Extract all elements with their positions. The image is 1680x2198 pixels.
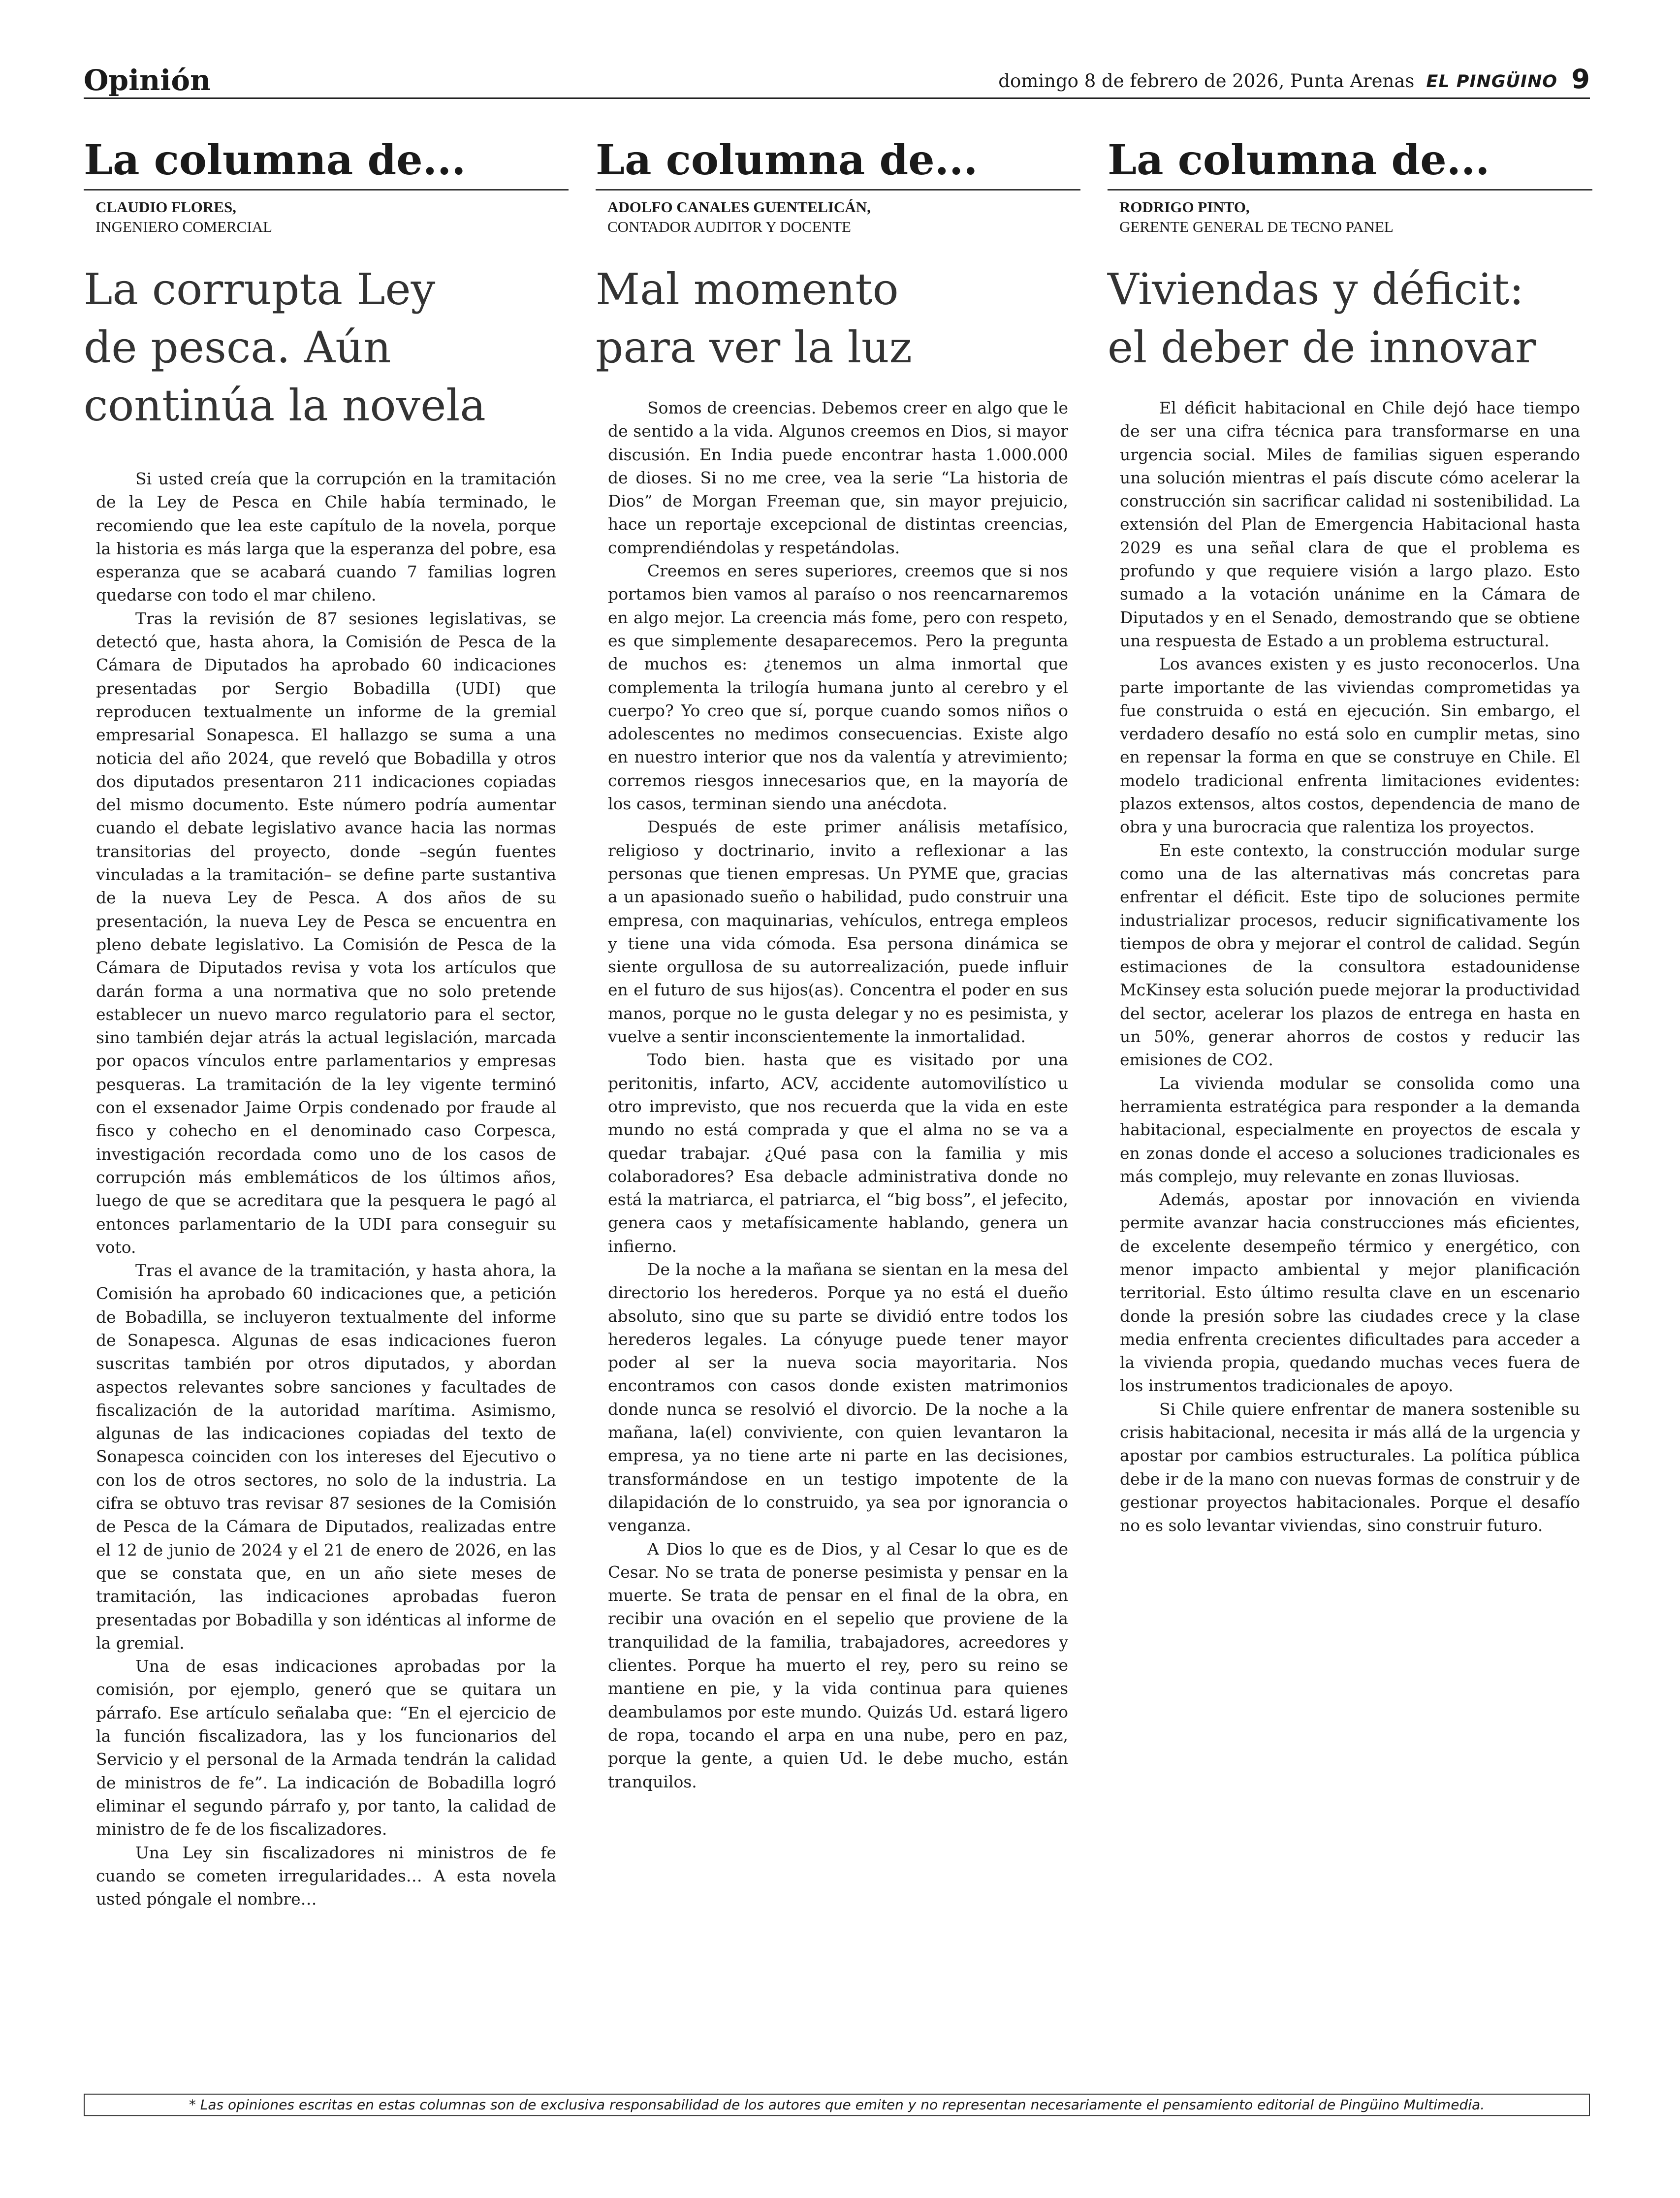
author-name: RODRIGO PINTO,: [1119, 198, 1250, 216]
headline-line: Viviendas y déficit:: [1108, 264, 1524, 315]
paragraph: Tras la revisión de 87 sesiones legislativas, se detectó que, hasta ahora, la Comisión de Pesca de la Cámara de Diputados ha aprobado 60 indicaciones presentadas por Sergio Bobadilla (UDI) que reproducen textualmente un informe de la gremial empresarial Sonapesca. El hallazgo se suma a una noticia del año 2024, que reveló que Bobadilla y otros dos diputados presentaron 211 indicaciones copiadas del mismo documento. Este número podría aumentar cuando el debate legislativo avance hacia las normas transitorias del proyecto, donde –según fuentes vinculadas a la tramitación– se define parte sustantiva de la nueva Ley de Pesca. A dos años de su presentación, la nueva Ley de Pesca se encuentra en pleno debate legislativo. La Comisión de Pesca de la Cámara de Diputados revisa y vota los artículos que darán forma a una normativa que no solo pretende establecer un nuevo marco regulatorio para el sector, sino también dejar atrás la actual legislación, marcada por opacos vínculos entre parlamentarios y empresas pesqueras. La tramitación de la ley vigente terminó con el exsenador Jaime Orpis condenado por fraude al fisco y cohecho en el denominado caso Corpesca, investigación recordada como uno de los casos de corrupción más emblemáticos de los últimos años, luego de que se acreditara que la pesquera le pagó al entonces parlamentario de la UDI para conseguir su voto.: [96, 608, 556, 1257]
paragraph: Si usted creía que la corrupción en la tramitación de la Ley de Pesca en Chile había terminado, le recomiendo que lea este capítulo de la novela, porque la historia es más larga que la esperanza del pobre, esa esperanza que se acabará cuando 7 familias logren quedarse con todo el mar chileno.: [96, 469, 556, 605]
paragraph: Tras el avance de la tramitación, y hasta ahora, la Comisión ha aprobado 60 indicaciones que, a petición de Bobadilla, se incluyeron textualmente del informe de Sonapesca. Algunas de esas indicaciones fueron suscritas también por otros diputados, y abordan aspectos relevantes sobre sanciones y facultades de fiscalización de la autoridad marítima. Asimismo, algunas de las indicaciones copiadas del texto de Sonapesca coinciden con los intereses del Ejecutivo o con los de otros sectores, no solo de la industria. La cifra se obtuvo tras revisar 87 sesiones de la Comisión de Pesca de la Cámara de Diputados, realizadas entre el 12 de junio de 2024 y el 21 de enero de 2026, en las que se constata que, en un año siete meses de tramitación, las indicaciones aprobadas fueron presentadas por Bobadilla y son idénticas al informe de la gremial.: [96, 1261, 556, 1653]
paragraph: Los avances existen y es justo reconocerlos. Una parte importante de las viviendas comprometidas ya fue construida o está en ejecución. Sin embargo, el verdadero desafío no está solo en cumplir metas, sino en repensar la forma en que se construye en Chile. El modelo tradicional enfrenta limitaciones evidentes: plazos extensos, altos costos, dependencia de mano de obra y una burocracia que ralentiza los proyectos.: [1120, 654, 1580, 837]
headline-line: para ver la luz: [596, 322, 912, 373]
article-body: [1120, 396, 1580, 1537]
paragraph: Creemos en seres superiores, creemos que si nos portamos bien vamos al paraíso o nos reencarnaremos en algo mejor. La creencia más fome, pero con respeto, es que simplemente desaparecemos. Pero la pregunta de muchos es: ¿tenemos un alma inmortal que complementa la trilogía humana junto al cerebro y el cuerpo? Yo creo que sí, porque cuando somos niños o adolescentes no medimos consecuencias. Existe algo en nuestro interior que nos da valentía y atrevimiento; corremos riesgos innecesarios que, en la mayoría de los casos, terminan siendo una anécdota.: [608, 561, 1068, 814]
author-role: CONTADOR AUDITOR Y DOCENTE: [607, 218, 851, 235]
disclaimer-text: * Las opiniones escritas en estas columnas son de exclusiva responsabilidad de los autores que emiten y no representan necesariamente el pensamiento editorial de Pingüino Multimedia.: [189, 2097, 1485, 2113]
paragraph: Una Ley sin fiscalizadores ni ministros de fe cuando se cometen irregularidades… A esta novela usted póngale el nombre…: [96, 1843, 556, 1909]
headline-line: La corrupta Ley: [84, 264, 436, 315]
date-location: domingo 8 de febrero de 2026, Punta Arenas: [998, 70, 1415, 92]
kicker-rule: [1108, 189, 1592, 191]
page-number: 9: [1571, 64, 1590, 95]
article-body: [608, 396, 1068, 1793]
article-headline: [84, 260, 569, 435]
paragraph: De la noche a la mañana se sientan en la mesa del directorio los herederos. Porque ya no está el dueño absoluto, sino que su parte se dividió entre todos los herederos legales. La cónyuge puede tener mayor poder al ser la nueva socia mayoritaria. Nos encontramos con casos donde existen matrimonios donde nunca se resolvió el divorcio. De la noche a la mañana, la(el) conviviente, con quien levantaron la empresa, ya no tiene arte ni parte en las decisiones, transformándose en un testigo impotente de la dilapidación de lo construido, ya sea por ignorancia o venganza.: [608, 1259, 1068, 1535]
disclaimer-box: [84, 2094, 1590, 2116]
headline-line: continúa la novela: [84, 380, 486, 431]
headline-line: de pesca. Aún: [84, 322, 391, 373]
column-3: [1108, 133, 1592, 1537]
paragraph: Además, apostar por innovación en vivienda permite avanzar hacia construcciones más eficientes, de excelente desempeño térmico y energético, con menor impacto ambiental y mejor planificación territorial. Esto último resulta clave en un escenario donde la presión sobre las ciudades crece y la clase media enfrenta crecientes dificultades para acceder a la vivienda propia, quedando muchas veces fuera de los instrumentos tradicionales de apoyo.: [1120, 1190, 1580, 1396]
headline-line: Mal momento: [596, 264, 899, 315]
section-title: Opinión: [84, 64, 211, 97]
paragraph: La vivienda modular se consolida como una herramienta estratégica para responder a la demanda habitacional, especialmente en proyectos de escala y en zonas donde el acceso a soluciones tradicionales es más complejo, muy relevante en zonas lluviosas.: [1120, 1073, 1580, 1186]
article-headline: [596, 260, 1080, 377]
column-kicker: La columna de...: [596, 135, 978, 184]
page-header: [84, 63, 1590, 99]
author-name: ADOLFO CANALES GUENTELICÁN,: [607, 198, 871, 216]
article-headline: [1108, 260, 1592, 377]
headline-line: el deber de innovar: [1108, 322, 1536, 373]
kicker-rule: [596, 189, 1080, 191]
paragraph: El déficit habitacional en Chile dejó hace tiempo de ser una cifra técnica para transformarse en una urgencia social. Miles de familias siguen esperando una solución mientras el país discute cómo acelerar la construcción sin sacrificar calidad ni sostenibilidad. La extensión del Plan de Emergencia Habitacional hasta 2029 es una señal clara de que el problema es profundo y que requiere visión a largo plazo. Esto sumado a la votación unánime en la Cámara de Diputados y en el Senado, demostrando que se obtiene una respuesta de Estado a un problema estructural.: [1120, 398, 1580, 650]
author-name: CLAUDIO FLORES,: [95, 198, 236, 216]
column-kicker: La columna de...: [1108, 135, 1490, 184]
paragraph: Si Chile quiere enfrentar de manera sostenible su crisis habitacional, necesita ir más allá de la urgencia y apostar por cambios estructurales. La política pública debe ir de la mano con nuevas formas de construir y de gestionar proyectos habitacionales. Porque el desafío no es solo levantar viviendas, sino construir futuro.: [1120, 1399, 1580, 1535]
column-1: [84, 133, 569, 1911]
paragraph: Después de este primer análisis metafísico, religioso y doctrinario, invito a reflexionar a las personas que tienen empresas. Un PYME que, gracias a un apasionado sueño o habilidad, pudo construir una empresa, con maquinarias, vehículos, entrega empleos y tiene una vida cómoda. Esa persona dinámica se siente orgullosa de su autorrealización, puede influir en el futuro de sus hijos(as). Concentra el poder en sus manos, porque no le gusta delegar y no es pesimista, y vuelve a sentir inconscientemente la inmortalidad.: [608, 817, 1068, 1047]
author-role: GERENTE GENERAL DE TECNO PANEL: [1119, 218, 1394, 235]
article-body: [96, 467, 556, 1911]
author-role: INGENIERO COMERCIAL: [95, 218, 273, 235]
paragraph: Una de esas indicaciones aprobadas por la comisión, por ejemplo, generó que se quitara un párrafo. Ese artículo señalaba que: “En el ejercicio de la función fiscalizadora, las y los funcionarios del Servicio y el personal de la Armada tendrán la calidad de ministros de fe”. La indicación de Bobadilla logró eliminar el segundo párrafo y, por tanto, la calidad de ministro de fe de los fiscalizadores.: [96, 1656, 556, 1839]
paragraph: En este contexto, la construcción modular surge como una de las alternativas más concretas para enfrentar el déficit. Este tipo de soluciones permite industrializar procesos, reducir significativamente los tiempos de obra y mejorar el control de calidad. Según estimaciones de la consultora estadounidense McKinsey esta solución puede mejorar la productividad del sector, acelerar los plazos de entrega en hasta en un 50%, generar ahorros de costos y reducir las emisiones de CO2.: [1120, 840, 1580, 1070]
column-kicker: La columna de...: [84, 135, 466, 184]
column-2: [596, 133, 1080, 1793]
paragraph: Somos de creencias. Debemos creer en algo que le de sentido a la vida. Algunos creemos en Dios, si mayor discusión. En India puede encontrar hasta 1.000.000 de dioses. Si no me cree, vea la serie “La historia de Dios” de Morgan Freeman que, sin mayor prejuicio, hace un reportaje excepcional de distintas creencias, comprendiéndolas y respetándolas.: [608, 398, 1068, 557]
paragraph: Todo bien. hasta que es visitado por una peritonitis, infarto, ACV, accidente automovilístico u otro imprevisto, que nos recuerda que la vida en este mundo no está comprada y que el alma no se va a quedar trabajar. ¿Qué pasa con la familia y mis colaboradores? Esa debacle administrativa donde no está la matriarca, el patriarca, el “big boss”, el jefecito, genera caos y metafísicamente hablando, genera un infierno.: [608, 1050, 1068, 1256]
newspaper-brand: EL PINGÜINO: [1426, 72, 1557, 92]
paragraph: A Dios lo que es de Dios, y al Cesar lo que es de Cesar. No se trata de ponerse pesimista y pensar en la muerte. Se trata de pensar en el final de la obra, en recibir una ovación en el sepelio que proviene de la tranquilidad de la familia, trabajadores, acreedores y clientes. Porque ha muerto el rey, pero su reino se mantiene en pie, y la vida continua para quienes deambulamos por este mundo. Quizás Ud. estará ligero de ropa, tocando el arpa en una nube, pero en paz, porque la gente, a quien Ud. le debe mucho, están tranquilos.: [608, 1539, 1068, 1791]
kicker-rule: [84, 189, 569, 191]
dateline: [998, 69, 1557, 94]
